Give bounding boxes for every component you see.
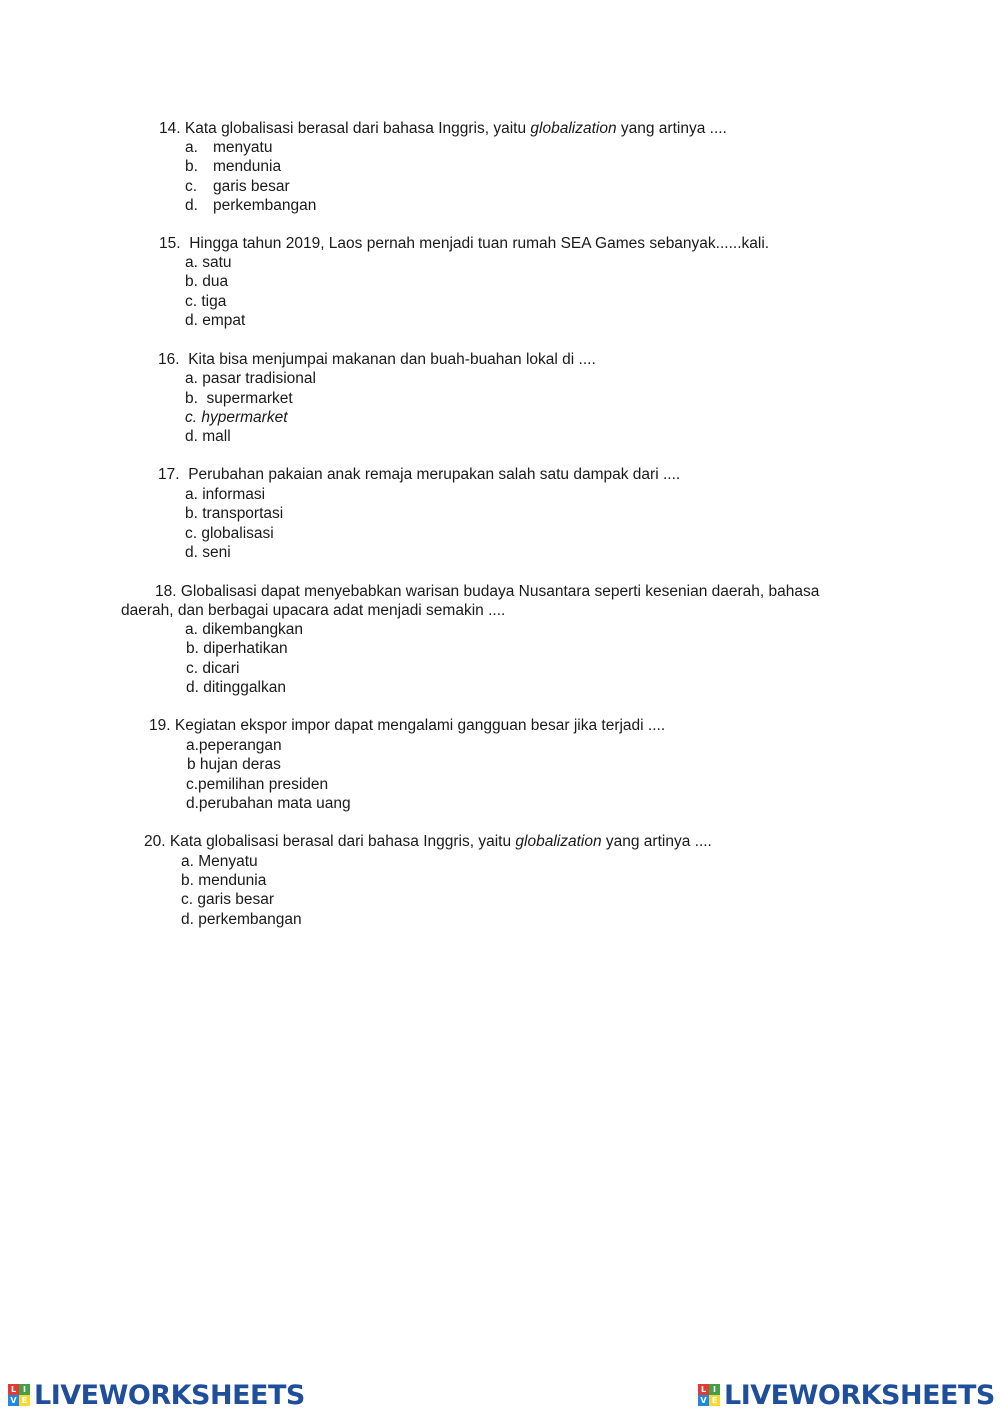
q20-option-c[interactable]: c. garis besar: [181, 891, 275, 908]
question-14-stem: 14. Kata globalisasi berasal dari bahasa Inggris, yaitu globalization yang artinya ....: [159, 120, 727, 137]
q15-option-a[interactable]: a. satu: [185, 254, 232, 271]
q20-option-d[interactable]: d. perkembangan: [181, 911, 302, 928]
q20-option-a[interactable]: a. Menyatu: [181, 853, 258, 870]
q20-option-b[interactable]: b. mendunia: [181, 872, 267, 889]
q15-option-c[interactable]: c. tiga: [185, 293, 227, 310]
q18-option-a[interactable]: a. dikembangkan: [185, 621, 304, 638]
q14-option-b[interactable]: b. mendunia: [185, 158, 282, 175]
question-18-stem-line1: 18. Globalisasi dapat menyebabkan warisan budaya Nusantara seperti kesenian daerah, bahasa: [155, 583, 820, 600]
q16-option-a[interactable]: a. pasar tradisional: [185, 370, 316, 387]
question-19-stem: 19. Kegiatan ekspor impor dapat mengalami gangguan besar jika terjadi ....: [149, 717, 666, 734]
liveworksheets-mark-icon: L I V E: [8, 1384, 30, 1406]
q15-option-b[interactable]: b. dua: [185, 273, 229, 290]
brand-text: LIVEWORKSHEETS: [724, 1379, 995, 1411]
question-18-stem-line2: daerah, dan berbagai upacara adat menjadi semakin ....: [121, 602, 506, 619]
q18-option-b[interactable]: b. diperhatikan: [186, 640, 288, 657]
q19-option-d[interactable]: d.perubahan mata uang: [186, 795, 351, 812]
question-20-stem: 20. Kata globalisasi berasal dari bahasa Inggris, yaitu globalization yang artinya ....: [144, 833, 712, 850]
q18-option-c[interactable]: c. dicari: [186, 660, 240, 677]
liveworksheets-mark-icon: L I V E: [698, 1384, 720, 1406]
liveworksheets-logo-right: [698, 1378, 995, 1412]
brand-text: LIVEWORKSHEETS: [34, 1379, 305, 1411]
q19-option-b[interactable]: b hujan deras: [187, 756, 281, 773]
q19-option-c[interactable]: c.pemilihan presiden: [186, 776, 329, 793]
q14-option-a[interactable]: a. menyatu: [185, 139, 273, 156]
q17-option-d[interactable]: d. seni: [185, 544, 231, 561]
q19-option-a[interactable]: a.peperangan: [186, 737, 282, 754]
q18-option-d[interactable]: d. ditinggalkan: [186, 679, 286, 696]
question-16-stem: 16. Kita bisa menjumpai makanan dan buah-buahan lokal di ....: [158, 351, 596, 368]
q17-option-c[interactable]: c. globalisasi: [185, 525, 274, 542]
q17-option-b[interactable]: b. transportasi: [185, 505, 284, 522]
q14-option-d[interactable]: d. perkembangan: [185, 197, 317, 214]
q17-option-a[interactable]: a. informasi: [185, 486, 266, 503]
question-15-stem: 15. Hingga tahun 2019, Laos pernah menjadi tuan rumah SEA Games sebanyak......kali.: [159, 235, 770, 252]
q15-option-d[interactable]: d. empat: [185, 312, 246, 329]
q16-option-b[interactable]: b. supermarket: [185, 390, 293, 407]
question-17-stem: 17. Perubahan pakaian anak remaja merupakan salah satu dampak dari ....: [158, 466, 681, 483]
q16-option-c[interactable]: c. hypermarket: [185, 409, 288, 426]
liveworksheets-logo-left: [8, 1378, 305, 1412]
q16-option-d[interactable]: d. mall: [185, 428, 231, 445]
q14-option-c[interactable]: c. garis besar: [185, 178, 290, 195]
